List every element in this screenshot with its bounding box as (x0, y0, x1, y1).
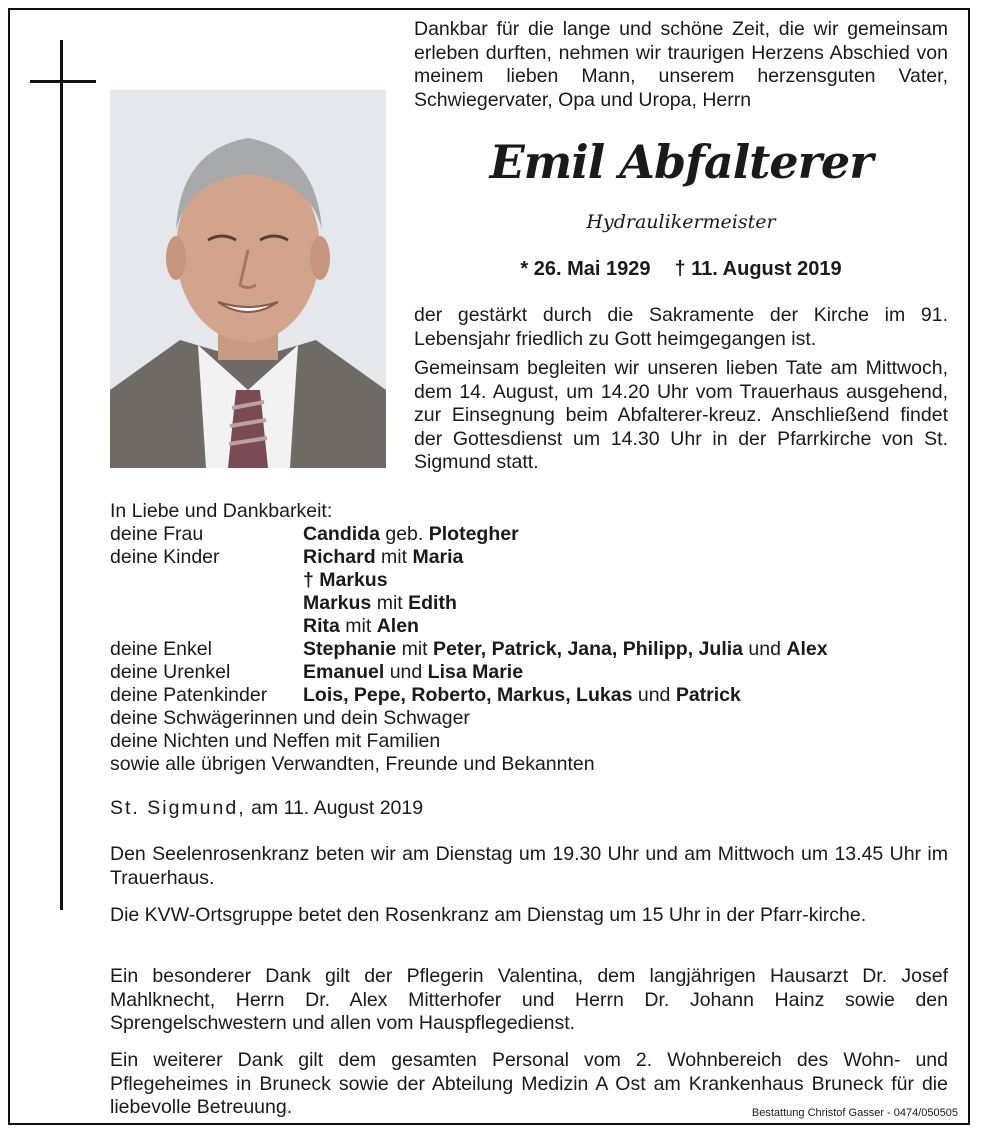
family-list (110, 500, 960, 776)
family-row-wife (110, 523, 960, 546)
person-name: Patrick (675, 684, 741, 706)
portrait-photo (110, 90, 386, 468)
relation-label: deine Patenkinder (110, 684, 268, 706)
family-line-rest: sowie alle übrigen Verwandten, Freunde und Bekannten (110, 753, 595, 775)
life-dates (414, 256, 948, 282)
person-name: Stephanie (303, 638, 397, 660)
connector: und (748, 638, 781, 660)
relation-label: deine Kinder (110, 546, 220, 568)
person-name: Edith (408, 592, 457, 614)
person-name: Maria (412, 546, 464, 568)
place-date (110, 796, 423, 820)
relation-label: deine Frau (110, 523, 204, 545)
family-row-great-grandchildren (110, 661, 960, 684)
cross-icon-bar (30, 80, 96, 83)
person-name: Rita (303, 615, 340, 637)
person-name: Plotegher (428, 523, 519, 545)
person-name: Lois, Pepe, Roberto, Markus, Lukas (303, 684, 633, 706)
funeral-text: Gemeinsam begleiten wir unseren lieben Tate am Mittwoch, dem 14. August, um 14.20 Uhr vom Trauerhaus ausgehend, zur Einsegnung beim Abfalterer-kreuz. Anschließend findet der Gottesdienst um 14.30 Uhr in der Pfarrkirche von St. Sigmund statt. (414, 357, 948, 473)
person-name: Candida (303, 523, 380, 545)
family-row-grandchildren (110, 638, 960, 661)
family-line-nieces: deine Nichten und Neffen mit Familien (110, 730, 441, 752)
family-row-children (110, 546, 960, 638)
kvw-text: Die KVW-Ortsgruppe betet den Rosenkranz am Dienstag um 15 Uhr in der Pfarr-kirche. (110, 904, 867, 926)
family-line-inlaws: deine Schwägerinnen und dein Schwager (110, 707, 470, 729)
intro-text: Dankbar für die lange und schöne Zeit, die wir gemeinsam erleben durften, nehmen wir traurigen Herzens Abschied von meinem lieben Mann, unserem herzensguten Vater, Schwiegervater, Opa und Uropa, Herrn (414, 18, 948, 111)
connector: mit (376, 592, 403, 614)
sacraments-text: der gestärkt durch die Sakramente der Kirche im 91. Lebensjahr friedlich zu Gott heimgegangen ist. (414, 304, 948, 350)
family-heading: In Liebe und Dankbarkeit: (110, 500, 333, 522)
connector: geb. (385, 523, 424, 545)
rosary-text: Den Seelenrosenkranz beten wir am Dienstag um 19.30 Uhr und am Mittwoch um 13.45 Uhr im Trauerhaus. (110, 843, 948, 889)
cross-icon (60, 40, 63, 910)
notice-date: am 11. August 2019 (251, 797, 424, 819)
birth-date: * 26. Mai 1929 (520, 258, 651, 280)
person-name: Markus (303, 592, 372, 614)
thanks-text-2: Ein weiterer Dank gilt dem gesamten Personal vom 2. Wohnbereich des Wohn- und Pflegeheimes in Bruneck sowie der Abteilung Medizin A Ost am Krankenhaus Bruneck für die liebevolle Betreuung. (110, 1049, 948, 1118)
undertaker-credit: Bestattung Christof Gasser - 0474/050505 (751, 1107, 958, 1119)
place-town: St. Sigmund, (110, 797, 246, 819)
person-name: Richard (303, 546, 376, 568)
person-name: Alen (376, 615, 419, 637)
connector: mit (381, 546, 408, 568)
person-name: Emanuel (303, 661, 385, 683)
profession: Hydraulikermeister (586, 211, 776, 233)
person-name: Lisa Marie (427, 661, 524, 683)
family-row-godchildren (110, 684, 960, 707)
connector: mit (345, 615, 372, 637)
person-name: † Markus (303, 569, 388, 591)
thanks-text-1: Ein besonderer Dank gilt der Pflegerin Valentina, dem langjährigen Hausarzt Dr. Josef Mahlknecht, Herrn Dr. Alex Mitterhofer und Herrn Dr. Johann Hainz sowie den Sprengelschwestern und allen vom Hauspflegedienst. (110, 965, 948, 1034)
person-name: Alex (786, 638, 828, 660)
connector: und (389, 661, 423, 683)
death-date: † 11. August 2019 (674, 258, 842, 280)
connector: mit (401, 638, 428, 660)
connector: und (637, 684, 671, 706)
person-name: Peter, Patrick, Jana, Philipp, Julia (433, 638, 743, 660)
relation-label: deine Urenkel (110, 661, 231, 683)
relation-label: deine Enkel (110, 638, 212, 660)
deceased-name: Emil Abfalterer (489, 135, 873, 189)
